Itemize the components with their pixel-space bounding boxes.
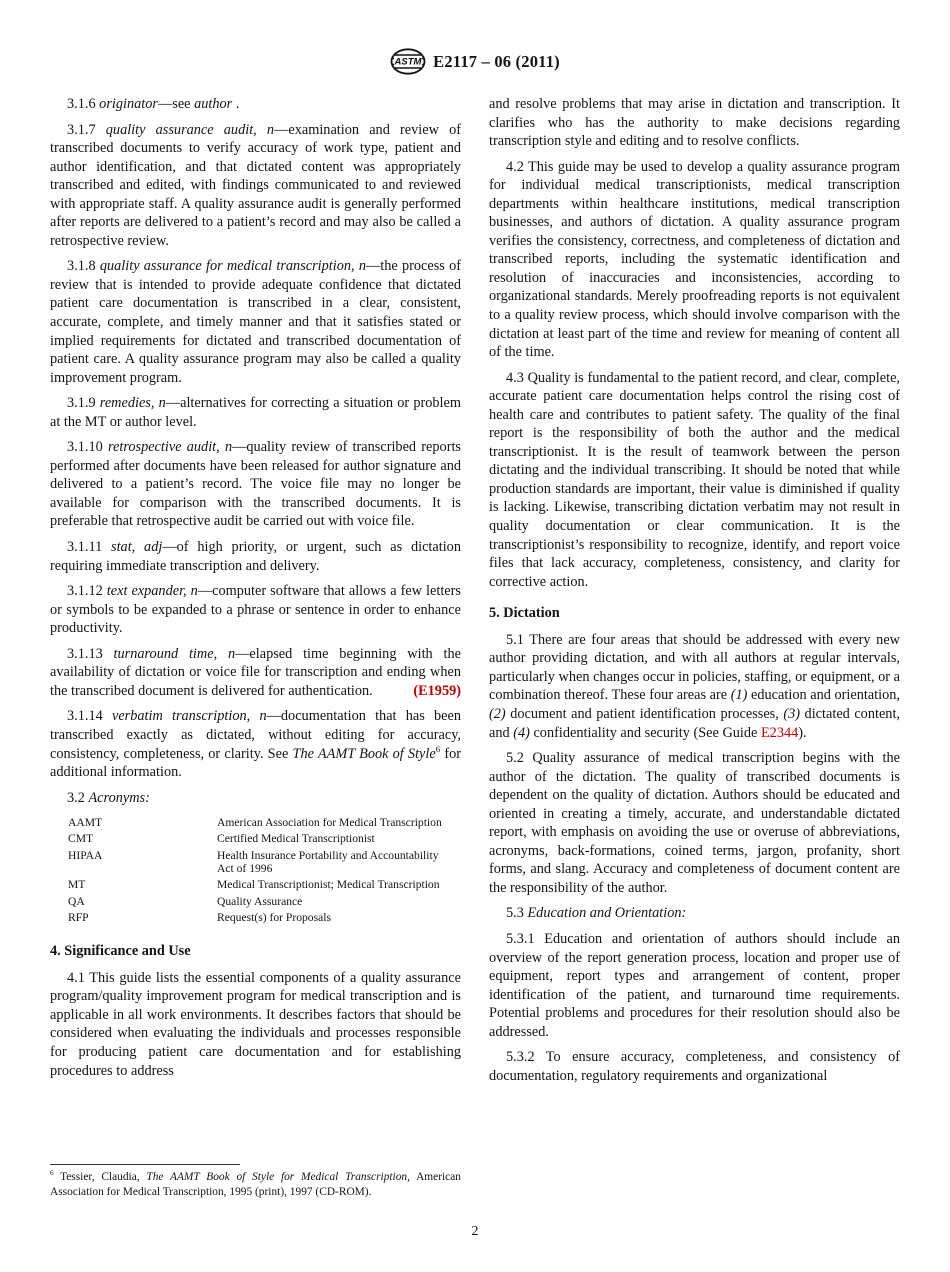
section-heading (489, 604, 900, 623)
text-segment: 3.1.8 (67, 258, 100, 275)
text-segment: —the process of review that is intended to provide adequate confidence that dictated patient care documentation is transcribed in a clear, consistent, accurate, complete, and timely manner and that it satisfies stated or implied requirements for dictated and transcribed documentation of patient care. A quality assurance program may also be called a quality improvement program. (50, 258, 462, 386)
document-header (0, 0, 950, 75)
text-segment: Acronyms: (88, 789, 150, 806)
text-segment: document and patient identification processes, (505, 705, 784, 722)
left-column (50, 95, 461, 1199)
acronym-row (68, 878, 461, 891)
text-segment: —computer software that allows a few letters or symbols to be expanded to a phrase or sentence in order to enhance productivity. (50, 583, 461, 637)
paragraph (50, 969, 461, 1080)
acronym-abbreviation: MT (68, 878, 86, 892)
paragraph (489, 749, 900, 897)
text-segment: 5.2 Quality assurance of medical transcription begins with the author of the dictation. The quality of transcribed documents is dependent on the quality of dictation. Authors should be educated and oriented in creating a timely, accurate, and understandable dictated report, with emphasis on avoiding the use or overuse of abbreviations, acronyms, back-formations, coined terms, jargon, profanity, short forms, and slang. Accuracy and completeness of document content are the responsibility of the author. (489, 750, 900, 896)
text-segment: 3.1.13 (67, 645, 114, 662)
text-segment: ). (798, 724, 807, 741)
text-segment: 4.1 This guide lists the essential components of a quality assurance program/quality improvement program for medical transcription and is applicable in all work environments. It describes factors that should be considered when evaluating the individuals and processes responsible for producing patient care documentation and for establishing procedures to address (50, 969, 461, 1079)
acronym-abbreviation: QA (68, 894, 85, 908)
footnote (50, 1170, 461, 1199)
acronym-row (68, 849, 461, 876)
reference-link[interactable]: (E1959) (413, 682, 461, 699)
text-segment: 4.3 Quality is fundamental to the patient record, and clear, complete, accurate patient care documentation helps control the rising cost of health care and contributes to patient safety. The quality of the final report is the responsibility of both the author and the medical transcriptionist. It is the result of teamwork between the person dictating and the individual transcribing. It should be noted that while production standards are important, their value is diminished if quality is lacking. Likewise, transcribing dictation verbatim may not result in quality documentation or clear communication. It is the transcriptionist’s responsibility to recognize, identify, and report voice files that lack accuracy, completeness, consistency, and clarity for corrective action. (489, 369, 900, 590)
text-segment: turnaround time, n (113, 645, 236, 662)
text-segment: (4) (513, 724, 530, 741)
acronym-definition: Request(s) for Proposals (217, 910, 331, 924)
acronym-definition: Health Insurance Portability and Accountability Act of 1996 (217, 848, 439, 876)
text-segment: quality assurance audit, n (105, 121, 275, 138)
text-segment: 5.3 (506, 905, 528, 922)
text-segment: —of high priority, or urgent, such as dictation requiring immediate transcription and delivery. (50, 539, 461, 574)
text-segment: and resolve problems that may arise in dictation and transcription. It clarifies who has the authority to make decisions regarding transcription style and editing and to resolve conflicts. (489, 96, 900, 150)
acronym-definition: American Association for Medical Transcription (217, 816, 442, 830)
text-segment: (3) (783, 705, 801, 722)
paragraph (50, 394, 461, 431)
acronym-row (68, 816, 461, 829)
text-segment: —quality review of transcribed reports performed after documents have been released for author signature and delivered to a patient’s record. The voice file may no longer be available for comparison with the transcribed documents. It is preferable that retrospective audit be carried out with voice file. (50, 439, 461, 530)
paragraph (489, 158, 900, 362)
standard-designation: E2117 – 06 (2011) (433, 51, 560, 71)
acronym-row (68, 895, 461, 908)
text-segment: —elapsed time beginning with the availability of dictation or voice file for transcription and ending when the transcribed document is delivered for authentication. (50, 645, 461, 699)
acronym-definition: Medical Transcriptionist; Medical Transcription (217, 878, 440, 892)
text-segment: 3.1.6 (67, 96, 100, 112)
text-segment: 3.1.10 (67, 439, 108, 456)
acronym-definition: Quality Assurance (217, 894, 303, 908)
paragraph (50, 438, 461, 531)
page-number: 2 (471, 1224, 479, 1239)
text-segment: 5.3.2 To ensure accuracy, completeness, and consistency of documentation, regulatory requirements and organizational (489, 1049, 900, 1084)
text-segment: Education and Orientation: (527, 905, 687, 922)
text-segment: originator (99, 96, 158, 112)
acronym-definition: Certified Medical Transcriptionist (217, 832, 375, 846)
paragraph (489, 369, 900, 592)
text-segment: The AAMT Book of Style for Medical Transcription (146, 1171, 408, 1184)
paragraph (50, 538, 461, 575)
text-segment: education and orientation, (747, 687, 901, 704)
text-segment: —see (157, 96, 195, 112)
text-segment: (1) (730, 687, 748, 704)
text-segment: stat, adj (111, 539, 163, 556)
text-segment: —alternatives for correcting a situation or problem at the MT or author level. (50, 395, 461, 430)
paragraph (50, 257, 461, 387)
paragraph (489, 1048, 900, 1085)
paragraph (50, 582, 461, 638)
text-segment: confidentiality and security (See Guide (529, 724, 761, 741)
text-segment: retrospective audit, n (107, 439, 233, 456)
text-segment: (2) (489, 705, 506, 722)
text-segment: —documentation that has been transcribed exactly as dictated, without editing for accuracy, consistency, completeness, or clarity. See (50, 708, 461, 762)
text-segment: author (194, 96, 233, 112)
acronym-table (68, 816, 461, 927)
text-segment: 3.1.11 (67, 539, 112, 556)
text-segment: . (232, 96, 240, 112)
text-segment: text expander, n (106, 583, 198, 600)
paragraph (50, 95, 461, 114)
text-segment: 3.1.7 (67, 121, 106, 138)
acronym-row (68, 911, 461, 924)
paragraph (50, 121, 461, 251)
text-segment: —examination and review of transcribed documents to verify accuracy of work type, patient and author identification, and that dictated content was appropriately transcribed and edited, with findings communicated to and reviewed with appropriate staff. A quality assurance audit is generally performed after reports are delivered to a patient’s record and may also be called a retrospective review. (50, 121, 461, 249)
text-segment: , American Association for Medical Transcription, 1995 (print), 1997 (CD-ROM). (50, 1171, 461, 1198)
paragraph (489, 904, 900, 923)
text-segment: 3.1.12 (67, 583, 107, 600)
text-segment: for additional information. (50, 745, 461, 781)
text-segment: 6 (50, 1169, 54, 1178)
paragraph (489, 930, 900, 1041)
svg-text:ASTM: ASTM (394, 56, 422, 68)
paragraph (50, 789, 461, 808)
text-segment: 6 (435, 743, 441, 754)
paragraph (50, 707, 461, 781)
reference-link[interactable]: E2344 (760, 724, 799, 741)
text-segment: remedies, n (99, 395, 166, 412)
section-heading (50, 942, 461, 961)
text-segment: 5.3.1 Education and orientation of authors should include an overview of the report generation process, location and proper use of equipment, report types and arrangement of content, proper identification of the patient, and turnaround time requirements. Potential problems and procedures for their resolution should also be addressed. (489, 930, 900, 1040)
text-segment: 3.1.9 (67, 395, 100, 412)
text-segment: verbatim transcription, n (111, 708, 267, 725)
text-segment: 4. Significance and Use (50, 943, 191, 960)
paragraph (489, 95, 900, 151)
acronym-row (68, 832, 461, 845)
text-segment: 5.1 There are four areas that should be addressed with every new author providing dictation, and with all authors at regular intervals, particularly when changes occur in policies, staffing, or equipment, or a combination thereof. These four areas are (489, 631, 900, 704)
two-column-layout (0, 95, 950, 1199)
text-segment: The AAMT Book of Style (292, 745, 436, 762)
acronym-abbreviation: HIPAA (68, 848, 103, 862)
text-segment: 5. Dictation (489, 605, 560, 622)
acronym-abbreviation: CMT (68, 832, 94, 846)
paragraph (50, 645, 461, 701)
text-segment: dictated content, and (489, 705, 900, 741)
acronym-abbreviation: RFP (68, 910, 89, 924)
text-segment: quality assurance for medical transcription, n (99, 258, 366, 275)
right-column (489, 95, 900, 1199)
text-segment: Tessier, Claudia, (53, 1171, 147, 1184)
astm-logo-icon (390, 48, 426, 75)
paragraph (489, 631, 900, 742)
text-segment: 3.1.14 (67, 708, 112, 725)
text-segment: 4.2 This guide may be used to develop a quality assurance program for individual medical transcriptionists, medical transcription departments within healthcare institutions, medical transcription businesses, and authors of dictation. A quality assurance program verifies the consistency, correctness, and completeness of dictation and transcribed reports, including the systematic identification and resolution of inaccuracies and inconsistencies, according to organizational standards. Merely proofreading reports is not equivalent to a quality review process, which should involve comparison with the dictation at least part of the time and review for meaning of content all of the time. (489, 158, 900, 361)
text-segment: 3.2 (67, 789, 89, 806)
acronym-abbreviation: AAMT (68, 816, 103, 830)
footnote-separator (50, 1164, 240, 1165)
